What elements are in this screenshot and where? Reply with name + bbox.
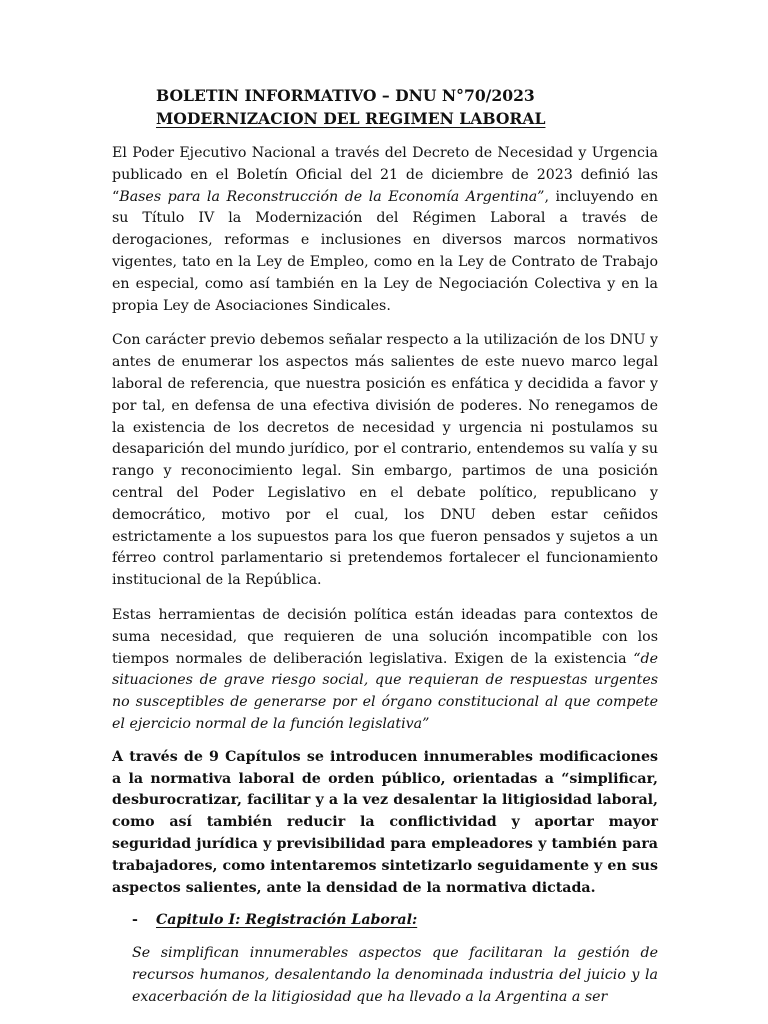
paragraph-tools-quote: “de situaciones de grave riesgo social, que requieran de respuestas urgentes no susceptibles de generarse por el órgano constitucional al que compete el ejercicio normal de la función legislativa” <box>112 650 658 732</box>
paragraph-intro <box>112 143 658 317</box>
title-line-1: BOLETIN INFORMATIVO – DNU N°70/2023 <box>156 86 535 105</box>
list-bullet: - <box>132 912 138 929</box>
chapter-1-heading: Capitulo I: Registración Laboral: <box>156 912 418 929</box>
paragraph-intro-part-2: , incluyendo en su Título IV la Modernización del Régimen Laboral a través de derogaciones, reformas e inclusiones en diversos marcos normativos vigentes, tato en la Ley de Empleo, como en la Ley de Contrato de Trabajo en especial, como así también en la Ley de Negociación Colectiva y en la propia Ley de Asociaciones Sindicales. <box>112 188 659 314</box>
paragraph-chapter-1: Se simplifican innumerables aspectos que facilitaran la gestión de recursos humanos, desalentando la denominada industria del juicio y la exacerbación de la litigiosidad que ha llevado a la Argentina a ser <box>132 945 658 1005</box>
list-item-chapter-1 <box>132 910 658 932</box>
document-title <box>156 84 658 130</box>
title-line-2: MODERNIZACION DEL REGIMEN LABORAL <box>156 109 546 128</box>
paragraph-chapters-summary: A través de 9 Capítulos se introducen innumerables modificaciones a la normativa laboral de orden público, orientadas a “simplificar, desburocratizar, facilitar y a la vez desalentar la litigiosidad laboral, como así también reducir la conflictividad y aportar mayor seguridad jurídica y previsibilidad para empleadores y también para trabajadores, como intentaremos sintetizarlo seguidamente y en sus aspectos salientes, ante la densidad de la normativa dictada. <box>112 748 658 896</box>
document-page <box>112 84 658 1008</box>
paragraph-dnu-position: Con carácter previo debemos señalar respecto a la utilización de los DNU y antes de enumerar los aspectos más salientes de este nuevo marco legal laboral de referencia, que nuestra posición es enfática y decidida a favor y por tal, en defensa de una efectiva división de poderes. No renegamos de la existencia de los decretos de necesidad y urgencia ni postulamos su desaparición del mundo jurídico, por el contrario, entendemos su valía y su rango y reconocimiento legal. Sin embargo, partimos de una posición central del Poder Legislativo en el debate político, republicano y democrático, motivo por el cual, los DNU deben estar ceñidos estrictamente a los supuestos para los que fueron pensados y sujetos a un férreo control parlamentario si pretendemos fortalecer el funcionamiento institucional de la República. <box>112 332 658 589</box>
paragraph-tools-text: Estas herramientas de decisión política están ideadas para contextos de suma necesidad, que requieren de una solución incompatible con los tiempos normales de deliberación legislativa. Exigen de la existencia <box>112 606 658 667</box>
paragraph-tools <box>112 605 658 736</box>
paragraph-intro-part-1: El Poder Ejecutivo Nacional a través del Decreto de Necesidad y Urgencia publicado en el Boletín Oficial del 21 de diciembre de 2023 definió las “ <box>112 145 658 205</box>
paragraph-intro-quote: Bases para la Reconstrucción de la Economía Argentina” <box>119 188 545 205</box>
